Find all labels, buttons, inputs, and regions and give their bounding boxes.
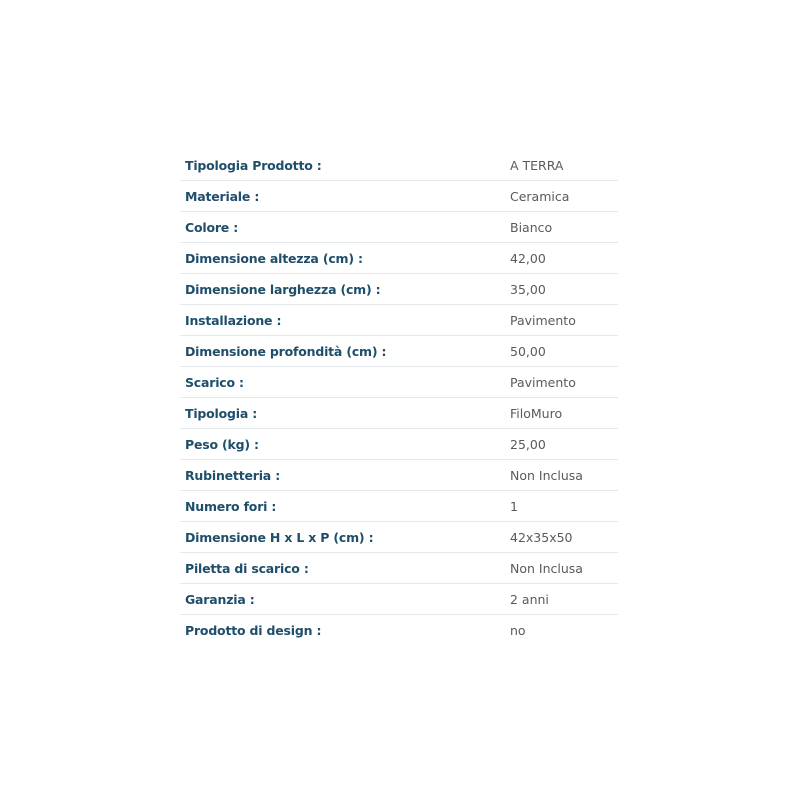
spec-label: Tipologia : — [185, 405, 258, 421]
spec-value: 25,00 — [510, 436, 546, 452]
spec-row — [180, 522, 618, 553]
spec-label: Scarico : — [185, 374, 244, 390]
spec-value: Pavimento — [510, 374, 576, 390]
spec-row — [180, 429, 618, 460]
spec-label: Dimensione profondità (cm) : — [185, 343, 387, 359]
spec-value: Non Inclusa — [510, 467, 583, 483]
spec-value: 1 — [510, 498, 518, 514]
spec-row — [180, 398, 618, 429]
spec-row — [180, 150, 618, 181]
spec-label: Piletta di scarico : — [185, 560, 309, 576]
spec-label: Garanzia : — [185, 591, 255, 607]
spec-value: Pavimento — [510, 312, 576, 328]
spec-value: 2 anni — [510, 591, 549, 607]
spec-label: Peso (kg) : — [185, 436, 259, 452]
spec-label: Dimensione H x L x P (cm) : — [185, 529, 374, 545]
spec-row — [180, 460, 618, 491]
spec-row — [180, 615, 618, 646]
spec-value: 35,00 — [510, 281, 546, 297]
spec-row — [180, 553, 618, 584]
spec-row — [180, 305, 618, 336]
spec-label: Installazione : — [185, 312, 282, 328]
spec-label: Numero fori : — [185, 498, 277, 514]
spec-row — [180, 212, 618, 243]
spec-row — [180, 274, 618, 305]
spec-label: Prodotto di design : — [185, 623, 322, 638]
spec-value: 42,00 — [510, 250, 546, 266]
product-specs-table — [180, 150, 618, 646]
spec-row — [180, 181, 618, 212]
spec-label: Colore : — [185, 219, 239, 235]
spec-value: Non Inclusa — [510, 560, 583, 576]
spec-row — [180, 336, 618, 367]
spec-label: Tipologia Prodotto : — [185, 157, 322, 173]
spec-value: A TERRA — [510, 157, 564, 173]
spec-label: Rubinetteria : — [185, 467, 280, 483]
spec-row — [180, 584, 618, 615]
spec-value: Bianco — [510, 219, 553, 235]
spec-label: Dimensione larghezza (cm) : — [185, 281, 381, 297]
spec-label: Dimensione altezza (cm) : — [185, 250, 363, 266]
spec-row — [180, 491, 618, 522]
spec-row — [180, 243, 618, 274]
spec-value: no — [510, 623, 526, 638]
spec-row — [180, 367, 618, 398]
spec-value: FiloMuro — [510, 405, 563, 421]
spec-value: Ceramica — [510, 188, 570, 204]
spec-value: 50,00 — [510, 343, 546, 359]
spec-value: 42x35x50 — [510, 529, 573, 545]
spec-label: Materiale : — [185, 188, 260, 204]
